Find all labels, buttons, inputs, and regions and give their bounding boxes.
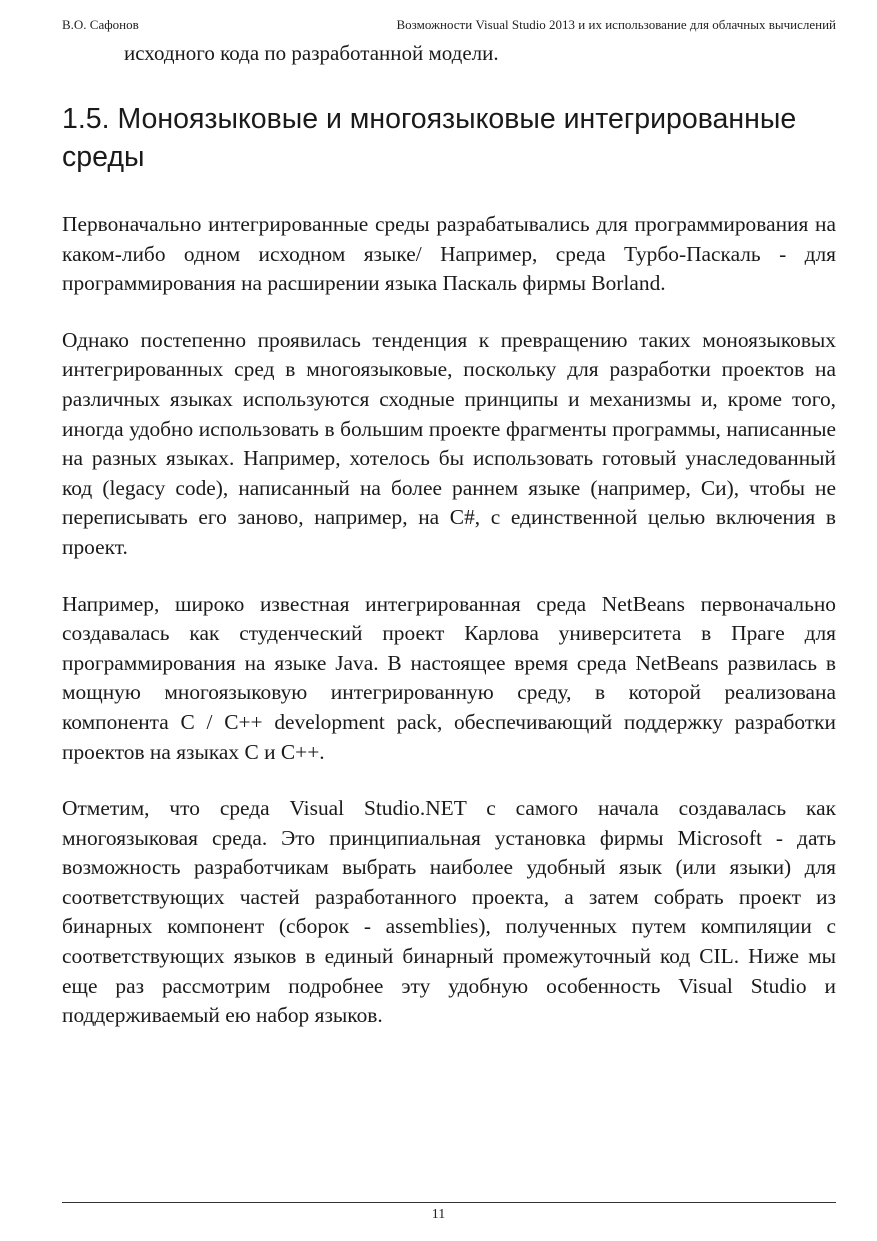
page-number: 11 [431,1207,446,1222]
section-heading: 1.5. Моноязыковые и многоязыковые интегрированные среды [62,103,797,173]
paragraph-4: Отметим, что среда Visual Studio.NET с самого начала создавалась как многоязыковая среда. Это принципиальная установка фирмы Microsoft - дать возможность разработчикам выбрать наиболее удобный язык (или языки) для соответствующих частей разработанного проекта, а затем собрать проект из бинарных компонент (сборок - assemblies), полученных путем компиляции с соответствующих языков в единый бинарный промежуточный код CIL. Ниже мы еще раз рассмотрим подробнее эту удобную особенность Visual Studio и поддерживаемый ею набор языков. [62,796,836,1028]
header-book-title: Возможности Visual Studio 2013 и их использование для облачных вычислений [396,17,836,32]
continued-text-line: исходного кода по разработанной модели. [124,41,499,65]
paragraph-1: Первоначально интегрированные среды разрабатывались для программирования на каком-либо одном исходном языке/ Например, среда Турбо-Паскаль - для программирования на расширении языка Паскаль фирмы Borland. [62,212,836,296]
running-header [62,16,836,34]
footer-divider [62,1202,836,1203]
section-body [62,210,836,1058]
paragraph-2: Однако постепенно проявилась тенденция к превращению таких моноязыковых интегрированных сред в многоязыковые, поскольку для разработки проектов на различных языках используются сходные принципы и механизмы и, кроме того, иногда удобно использовать в большим проекте фрагменты программы, написанные на разных языках. Например, хотелось бы использовать готовый унаследованный код (legacy code), написанный на более раннем языке (например, Си), чтобы не переписывать его заново, например, на C#, с единственной целью включения в проект. [62,327,836,559]
paragraph-3: Например, широко известная интегрированная среда NetBeans первоначально создавалась как студенческий проект Карлова университета в Праге для программирования на языке Java. В настоящее время среда NetBeans развилась в мощную многоязыковую интегрированную среду, в которой реализована компонента C / C++ development pack, обеспечивающий поддержку разработки проектов на языках C и C++. [62,591,836,764]
header-author: В.О. Сафонов [62,17,139,32]
